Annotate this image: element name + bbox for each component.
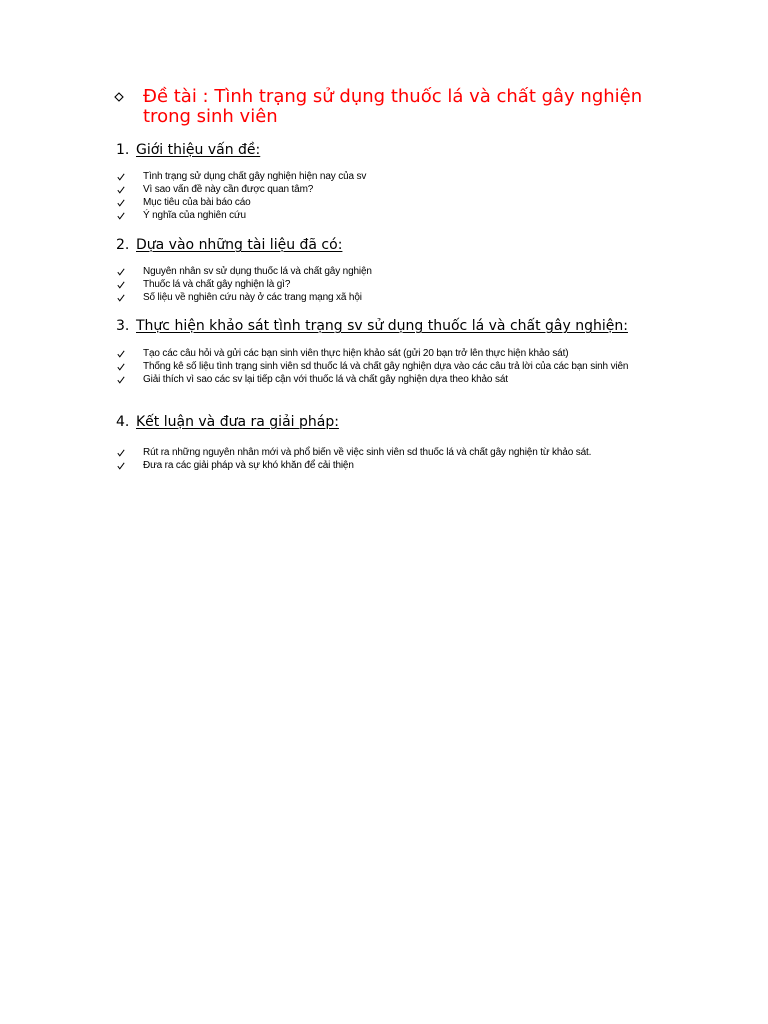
list-item-text: Rút ra những nguyên nhân mới và phổ biến về việc sinh viên sd thuốc lá và chất gây nghiện từ khảo sát. bbox=[143, 447, 592, 458]
list-item-text: Mục tiêu của bài báo cáo bbox=[143, 197, 251, 208]
checkmark-icon bbox=[116, 347, 143, 360]
list-item-text: Tình trạng sử dụng chất gây nghiện hiện nay của sv bbox=[143, 171, 367, 182]
list-item-text: Thuốc lá và chất gây nghiện là gì? bbox=[143, 279, 291, 290]
section-heading-text: Kết luận và đưa ra giải pháp: bbox=[136, 414, 339, 430]
checklist-survey bbox=[116, 347, 648, 386]
section-number: 2. bbox=[116, 237, 130, 253]
checklist-conclusion bbox=[116, 446, 648, 472]
list-item bbox=[116, 373, 648, 386]
list-item-text: Ý nghĩa của nghiên cứu bbox=[143, 210, 246, 221]
section-heading-survey bbox=[116, 317, 628, 335]
list-item bbox=[116, 265, 648, 278]
checkmark-icon bbox=[116, 360, 143, 373]
checkmark-icon bbox=[116, 278, 143, 291]
section-heading-text: Thực hiện khảo sát tình trạng sv sử dụng thuốc lá và chất gây nghiện: bbox=[136, 318, 628, 334]
checkmark-icon bbox=[116, 291, 143, 304]
list-item bbox=[116, 291, 648, 304]
list-item-text: Tạo các câu hỏi và gửi các bạn sinh viên thực hiện khảo sát (gửi 20 bạn trở lên thực hiện khảo sát) bbox=[143, 348, 569, 359]
list-item bbox=[116, 209, 648, 222]
section-heading-introduction bbox=[116, 141, 260, 159]
section-number: 1. bbox=[116, 142, 130, 158]
section-number: 3. bbox=[116, 318, 130, 334]
list-item-text: Nguyên nhân sv sử dụng thuốc lá và chất gây nghiện bbox=[143, 266, 372, 277]
list-item-text: Vì sao vấn đề này cần được quan tâm? bbox=[143, 184, 314, 195]
list-item bbox=[116, 278, 648, 291]
document-title bbox=[114, 87, 663, 127]
list-item-text: Thống kê số liệu tình trạng sinh viên sd thuốc lá và chất gây nghiện dựa vào các câu trả lời của các bạn sinh viên bbox=[143, 361, 629, 372]
list-item bbox=[116, 196, 648, 209]
checkmark-icon bbox=[116, 196, 143, 209]
section-heading-text: Giới thiệu vấn đề: bbox=[136, 142, 261, 158]
list-item bbox=[116, 183, 648, 196]
section-number: 4. bbox=[116, 414, 130, 430]
checklist-introduction bbox=[116, 170, 648, 222]
checkmark-icon bbox=[116, 265, 143, 278]
list-item-text: Đưa ra các giải pháp và sự khó khăn để cải thiện bbox=[143, 460, 354, 471]
list-item-text: Giải thích vì sao các sv lại tiếp cận với thuốc lá và chất gây nghiện dựa theo khảo sát bbox=[143, 374, 508, 385]
checklist-existing-documents bbox=[116, 265, 648, 304]
list-item bbox=[116, 360, 648, 373]
section-heading-conclusion bbox=[116, 413, 339, 431]
diamond-bullet-icon bbox=[114, 87, 143, 107]
checkmark-icon bbox=[116, 183, 143, 196]
section-heading-existing-documents bbox=[116, 236, 342, 254]
title-text: Đề tài : Tình trạng sử dụng thuốc lá và chất gây nghiện trong sinh viên bbox=[143, 86, 643, 127]
checkmark-icon bbox=[116, 459, 143, 472]
section-heading-text: Dựa vào những tài liệu đã có: bbox=[136, 237, 343, 253]
list-item bbox=[116, 170, 648, 183]
list-item bbox=[116, 459, 648, 472]
checkmark-icon bbox=[116, 446, 143, 459]
checkmark-icon bbox=[116, 209, 143, 222]
checkmark-icon bbox=[116, 373, 143, 386]
list-item bbox=[116, 446, 648, 459]
list-item-text: Số liệu về nghiên cứu này ở các trang mạng xã hội bbox=[143, 292, 362, 303]
list-item bbox=[116, 347, 648, 360]
checkmark-icon bbox=[116, 170, 143, 183]
